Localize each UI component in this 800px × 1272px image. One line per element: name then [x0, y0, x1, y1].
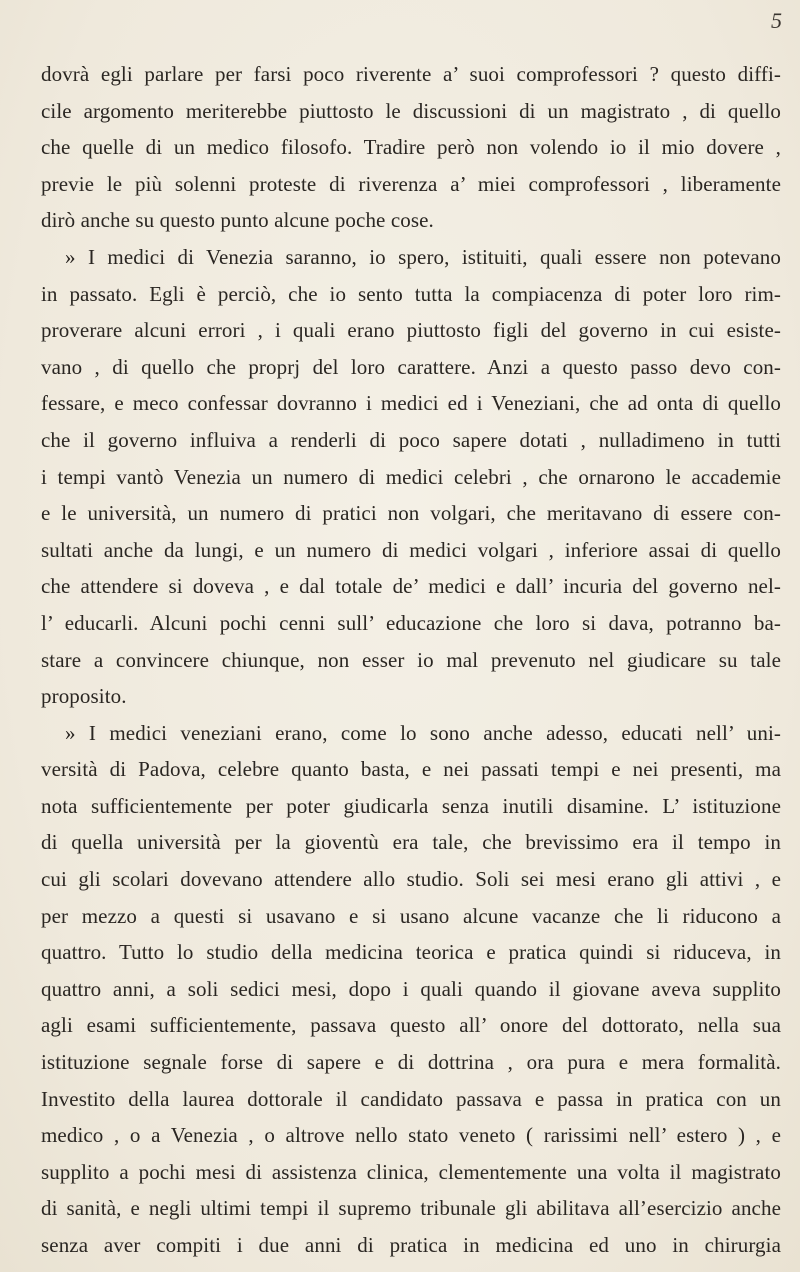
body-text — [41, 56, 781, 1264]
text-line: vano , di quello che proprj del loro carattere. Anzi a questo passo devo con- — [41, 354, 781, 379]
text-line: supplito a pochi mesi di assistenza clinica, clementemente una volta il magistrato — [41, 1159, 781, 1184]
text-line: proverare alcuni errori , i quali erano piuttosto figli del governo in cui esiste- — [41, 318, 781, 343]
text-line: quattro anni, a soli sedici mesi, dopo i quali quando il giovane aveva supplito — [41, 976, 781, 1001]
text-line: di quella università per la gioventù era tale, che brevissimo era il tempo in — [41, 830, 781, 855]
text-line: » I medici di Venezia saranno, io spero, istituiti, quali essere non potevano — [65, 244, 781, 269]
text-line: quattro. Tutto lo studio della medicina teorica e pratica quindi si riduceva, in — [41, 940, 781, 965]
text-line: che il governo influiva a renderli di poco sapere dotati , nulladimeno in tutti — [41, 427, 781, 452]
text-line: stare a convincere chiunque, non esser io mal prevenuto nel giudicare su tale — [41, 647, 781, 672]
text-line: di sanità, e negli ultimi tempi il supremo tribunale gli abilitava all’esercizio anche — [41, 1196, 781, 1221]
text-line: in passato. Egli è perciò, che io sento tutta la compiacenza di poter loro rim- — [41, 281, 781, 306]
text-line: l’ educarli. Alcuni pochi cenni sull’ educazione che loro si dava, potranno ba- — [41, 610, 781, 635]
text-line: medico , o a Venezia , o altrove nello stato veneto ( rarissimi nell’ estero ) , e — [41, 1123, 781, 1148]
text-line: istituzione segnale forse di sapere e di dottrina , ora pura e mera formalità. — [41, 1050, 781, 1075]
text-line: dirò anche su questo punto alcune poche cose. — [41, 208, 434, 233]
text-line: versità di Padova, celebre quanto basta, e nei passati tempi e nei presenti, ma — [41, 757, 781, 782]
text-line: previe le più solenni proteste di riverenza a’ miei comprofessori , liberamente — [41, 171, 781, 196]
text-line: cui gli scolari dovevano attendere allo studio. Soli sei mesi erano gli attivi , e — [41, 867, 781, 892]
text-line: nota sufficientemente per poter giudicarla senza inutili disamine. L’ istituzione — [41, 793, 781, 818]
text-line: e le università, un numero di pratici non volgari, che meritavano di essere con- — [41, 501, 781, 526]
text-line: sultati anche da lungi, e un numero di medici volgari , inferiore assai di quello — [41, 537, 781, 562]
text-line: per mezzo a questi si usavano e si usano alcune vacanze che li riducono a — [41, 903, 781, 928]
text-line: dovrà egli parlare per farsi poco riverente a’ suoi comprofessori ? questo diffi- — [41, 62, 781, 86]
page-number: 5 — [771, 8, 782, 33]
text-line: proposito. — [41, 684, 127, 709]
text-line: che attendere si doveva , e dal totale de’ medici e dall’ incuria del governo nel- — [41, 574, 781, 599]
text-line: fessare, e meco confessar dovranno i medici ed i Veneziani, che ad onta di quello — [41, 391, 781, 416]
text-line: i tempi vantò Venezia un numero di medici celebri , che ornarono le accademie — [41, 464, 781, 489]
text-line: agli esami sufficientemente, passava questo all’ onore del dottorato, nella sua — [41, 1013, 781, 1038]
text-line: Investito della laurea dottorale il candidato passava e passa in pratica con un — [41, 1086, 781, 1111]
text-line: senza aver compiti i due anni di pratica in medicina ed uno in chirurgia — [41, 1233, 781, 1257]
text-line: » I medici veneziani erano, come lo sono anche adesso, educati nell’ uni- — [65, 720, 781, 745]
text-line: che quelle di un medico filosofo. Tradire però non volendo io il mio dovere , — [41, 135, 781, 160]
text-line: cile argomento meriterebbe piuttosto le discussioni di un magistrato , di quello — [41, 98, 781, 123]
